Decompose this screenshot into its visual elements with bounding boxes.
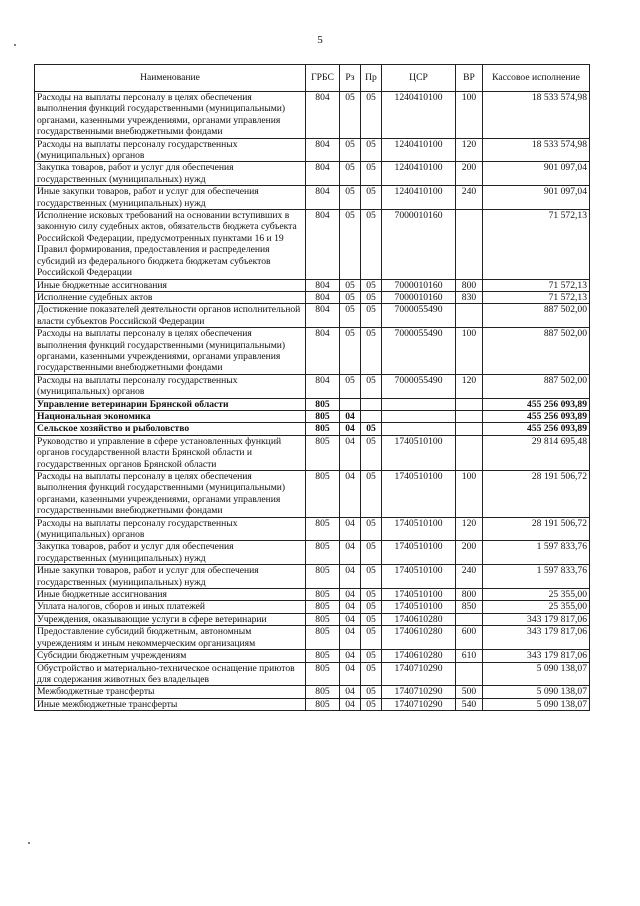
cell-vr: 540 bbox=[456, 698, 483, 710]
cell-csr: 1740710290 bbox=[382, 686, 456, 698]
cell-name: Национальная экономика bbox=[35, 410, 306, 422]
cell-vr: 240 bbox=[456, 186, 483, 210]
cell-amount: 25 355,00 bbox=[483, 601, 590, 613]
cell-name: Иные закупки товаров, работ и услуг для обеспечения государственных (муниципальных) нужд bbox=[35, 186, 306, 210]
cell-pr: 05 bbox=[361, 698, 382, 710]
table-row bbox=[35, 662, 590, 686]
cell-rz: 04 bbox=[340, 423, 361, 435]
cell-csr: 1740710290 bbox=[382, 662, 456, 686]
cell-csr: 1240410100 bbox=[382, 162, 456, 186]
cell-amount: 28 191 506,72 bbox=[483, 471, 590, 518]
cell-rz: 04 bbox=[340, 435, 361, 470]
cell-vr bbox=[456, 423, 483, 435]
scan-speck bbox=[14, 44, 16, 46]
cell-rz: 04 bbox=[340, 650, 361, 662]
cell-pr: 05 bbox=[361, 304, 382, 328]
cell-pr: 05 bbox=[361, 328, 382, 375]
table-row bbox=[35, 541, 590, 565]
table-row bbox=[35, 410, 590, 422]
cell-pr: 05 bbox=[361, 613, 382, 625]
cell-csr: 1740610280 bbox=[382, 626, 456, 650]
cell-rz: 04 bbox=[340, 589, 361, 601]
table-row bbox=[35, 626, 590, 650]
table-row bbox=[35, 613, 590, 625]
cell-amount: 18 533 574,98 bbox=[483, 92, 590, 139]
cell-amount: 887 502,00 bbox=[483, 374, 590, 398]
cell-csr: 7000055490 bbox=[382, 304, 456, 328]
cell-csr: 1240410100 bbox=[382, 92, 456, 139]
cell-csr: 1240410100 bbox=[382, 138, 456, 162]
cell-pr: 05 bbox=[361, 162, 382, 186]
cell-name: Расходы на выплаты персоналу государственных (муниципальных) органов bbox=[35, 374, 306, 398]
cell-amount: 1 597 833,76 bbox=[483, 541, 590, 565]
cell-pr: 05 bbox=[361, 423, 382, 435]
cell-pr: 05 bbox=[361, 138, 382, 162]
cell-name: Уплата налогов, сборов и иных платежей bbox=[35, 601, 306, 613]
cell-rz: 04 bbox=[340, 698, 361, 710]
cell-grbs: 805 bbox=[306, 589, 340, 601]
table-row bbox=[35, 162, 590, 186]
table-row bbox=[35, 328, 590, 375]
cell-name: Сельское хозяйство и рыболовство bbox=[35, 423, 306, 435]
cell-grbs: 805 bbox=[306, 517, 340, 541]
budget-execution-table bbox=[34, 64, 590, 711]
cell-grbs: 805 bbox=[306, 626, 340, 650]
header-amount: Кассовое исполнение bbox=[483, 65, 590, 92]
table-body bbox=[35, 92, 590, 711]
cell-vr: 100 bbox=[456, 328, 483, 375]
cell-amount: 5 090 138,07 bbox=[483, 698, 590, 710]
cell-amount: 455 256 093,89 bbox=[483, 398, 590, 410]
cell-csr bbox=[382, 398, 456, 410]
cell-name: Исполнение судебных актов bbox=[35, 291, 306, 303]
cell-rz: 04 bbox=[340, 517, 361, 541]
table-row bbox=[35, 291, 590, 303]
cell-csr: 1240410100 bbox=[382, 186, 456, 210]
cell-rz: 04 bbox=[340, 686, 361, 698]
cell-amount: 887 502,00 bbox=[483, 328, 590, 375]
cell-csr: 7000055490 bbox=[382, 328, 456, 375]
cell-rz: 04 bbox=[340, 565, 361, 589]
cell-amount: 28 191 506,72 bbox=[483, 517, 590, 541]
cell-pr: 05 bbox=[361, 565, 382, 589]
cell-pr: 05 bbox=[361, 589, 382, 601]
cell-vr: 830 bbox=[456, 291, 483, 303]
cell-csr bbox=[382, 423, 456, 435]
cell-rz: 05 bbox=[340, 304, 361, 328]
cell-pr: 05 bbox=[361, 92, 382, 139]
cell-vr bbox=[456, 410, 483, 422]
cell-rz: 04 bbox=[340, 541, 361, 565]
cell-rz bbox=[340, 398, 361, 410]
cell-amount: 343 179 817,06 bbox=[483, 650, 590, 662]
cell-grbs: 805 bbox=[306, 613, 340, 625]
cell-name: Расходы на выплаты персоналу государственных (муниципальных) органов bbox=[35, 517, 306, 541]
table-row bbox=[35, 186, 590, 210]
cell-grbs: 805 bbox=[306, 601, 340, 613]
table-row bbox=[35, 589, 590, 601]
cell-grbs: 805 bbox=[306, 686, 340, 698]
cell-vr: 200 bbox=[456, 541, 483, 565]
cell-csr: 1740510100 bbox=[382, 435, 456, 470]
cell-pr bbox=[361, 410, 382, 422]
scan-speck bbox=[28, 842, 30, 844]
cell-name: Закупка товаров, работ и услуг для обеспечения государственных (муниципальных) нужд bbox=[35, 162, 306, 186]
header-pr: Пр bbox=[361, 65, 382, 92]
cell-amount: 887 502,00 bbox=[483, 304, 590, 328]
cell-amount: 455 256 093,89 bbox=[483, 410, 590, 422]
cell-rz: 05 bbox=[340, 138, 361, 162]
cell-vr: 100 bbox=[456, 92, 483, 139]
cell-grbs: 805 bbox=[306, 698, 340, 710]
cell-grbs: 804 bbox=[306, 328, 340, 375]
cell-grbs: 805 bbox=[306, 662, 340, 686]
header-name: Наименование bbox=[35, 65, 306, 92]
cell-vr: 610 bbox=[456, 650, 483, 662]
cell-name: Иные межбюджетные трансферты bbox=[35, 698, 306, 710]
cell-name: Закупка товаров, работ и услуг для обеспечения государственных (муниципальных) нужд bbox=[35, 541, 306, 565]
cell-rz: 04 bbox=[340, 613, 361, 625]
cell-amount: 1 597 833,76 bbox=[483, 565, 590, 589]
cell-pr: 05 bbox=[361, 291, 382, 303]
table-row bbox=[35, 304, 590, 328]
cell-grbs: 804 bbox=[306, 92, 340, 139]
cell-csr: 1740510100 bbox=[382, 541, 456, 565]
cell-grbs: 805 bbox=[306, 410, 340, 422]
cell-csr bbox=[382, 410, 456, 422]
cell-rz: 05 bbox=[340, 186, 361, 210]
cell-amount: 901 097,04 bbox=[483, 186, 590, 210]
cell-pr: 05 bbox=[361, 541, 382, 565]
cell-grbs: 804 bbox=[306, 279, 340, 291]
cell-rz: 04 bbox=[340, 662, 361, 686]
cell-grbs: 804 bbox=[306, 291, 340, 303]
cell-vr: 120 bbox=[456, 517, 483, 541]
cell-amount: 343 179 817,06 bbox=[483, 626, 590, 650]
cell-name: Предоставление субсидий бюджетным, автономным учреждениям и иным некоммерческим организациям bbox=[35, 626, 306, 650]
cell-name: Иные закупки товаров, работ и услуг для обеспечения государственных (муниципальных) нужд bbox=[35, 565, 306, 589]
cell-vr bbox=[456, 435, 483, 470]
cell-pr: 05 bbox=[361, 374, 382, 398]
table-row bbox=[35, 398, 590, 410]
cell-csr: 1740510100 bbox=[382, 601, 456, 613]
cell-rz: 04 bbox=[340, 626, 361, 650]
cell-name: Учреждения, оказывающие услуги в сфере ветеринарии bbox=[35, 613, 306, 625]
cell-csr: 1740710290 bbox=[382, 698, 456, 710]
cell-rz: 05 bbox=[340, 291, 361, 303]
table-row bbox=[35, 698, 590, 710]
cell-rz: 05 bbox=[340, 92, 361, 139]
table-row bbox=[35, 210, 590, 279]
cell-csr: 1740510100 bbox=[382, 471, 456, 518]
cell-amount: 71 572,13 bbox=[483, 291, 590, 303]
cell-name: Субсидии бюджетным учреждениям bbox=[35, 650, 306, 662]
cell-pr: 05 bbox=[361, 626, 382, 650]
cell-grbs: 804 bbox=[306, 186, 340, 210]
page-number: 5 bbox=[317, 34, 323, 46]
cell-name: Иные бюджетные ассигнования bbox=[35, 279, 306, 291]
cell-pr: 05 bbox=[361, 279, 382, 291]
cell-csr: 1740510100 bbox=[382, 589, 456, 601]
cell-name: Иные бюджетные ассигнования bbox=[35, 589, 306, 601]
cell-vr: 600 bbox=[456, 626, 483, 650]
table-row bbox=[35, 423, 590, 435]
cell-vr bbox=[456, 398, 483, 410]
cell-grbs: 805 bbox=[306, 471, 340, 518]
cell-amount: 5 090 138,07 bbox=[483, 686, 590, 698]
cell-csr: 7000055490 bbox=[382, 374, 456, 398]
cell-pr: 05 bbox=[361, 471, 382, 518]
header-vr: ВР bbox=[456, 65, 483, 92]
cell-rz: 05 bbox=[340, 279, 361, 291]
cell-pr: 05 bbox=[361, 186, 382, 210]
table-row bbox=[35, 279, 590, 291]
cell-name: Руководство и управление в сфере установленных функций органов государственной власти Брянской области и государственных органов Брянской области bbox=[35, 435, 306, 470]
cell-pr: 05 bbox=[361, 517, 382, 541]
table-row bbox=[35, 435, 590, 470]
cell-csr: 1740610280 bbox=[382, 613, 456, 625]
cell-amount: 455 256 093,89 bbox=[483, 423, 590, 435]
cell-csr: 1740510100 bbox=[382, 517, 456, 541]
cell-vr: 200 bbox=[456, 162, 483, 186]
cell-vr: 120 bbox=[456, 374, 483, 398]
cell-rz: 04 bbox=[340, 601, 361, 613]
header-csr: ЦСР bbox=[382, 65, 456, 92]
cell-pr bbox=[361, 398, 382, 410]
cell-amount: 25 355,00 bbox=[483, 589, 590, 601]
cell-name: Расходы на выплаты персоналу в целях обеспечения выполнения функций государственными (муниципальными) органами, казенными учреждениями, органами управления государственными внебюджетными фондами bbox=[35, 92, 306, 139]
cell-grbs: 804 bbox=[306, 374, 340, 398]
cell-vr: 850 bbox=[456, 601, 483, 613]
cell-vr bbox=[456, 304, 483, 328]
table-row bbox=[35, 374, 590, 398]
cell-name: Межбюджетные трансферты bbox=[35, 686, 306, 698]
cell-name: Достижение показателей деятельности органов исполнительной власти субъектов Российской Федерации bbox=[35, 304, 306, 328]
cell-grbs: 805 bbox=[306, 435, 340, 470]
cell-grbs: 805 bbox=[306, 650, 340, 662]
cell-rz: 05 bbox=[340, 210, 361, 279]
cell-rz: 05 bbox=[340, 328, 361, 375]
cell-grbs: 804 bbox=[306, 138, 340, 162]
cell-name: Расходы на выплаты персоналу государственных (муниципальных) органов bbox=[35, 138, 306, 162]
cell-amount: 71 572,13 bbox=[483, 279, 590, 291]
cell-vr: 100 bbox=[456, 471, 483, 518]
table-row bbox=[35, 92, 590, 139]
cell-amount: 18 533 574,98 bbox=[483, 138, 590, 162]
cell-csr: 1740610280 bbox=[382, 650, 456, 662]
cell-vr: 120 bbox=[456, 138, 483, 162]
header-grbs: ГРБС bbox=[306, 65, 340, 92]
cell-grbs: 804 bbox=[306, 162, 340, 186]
cell-amount: 29 814 695,48 bbox=[483, 435, 590, 470]
cell-name: Расходы на выплаты персоналу в целях обеспечения выполнения функций государственными (муниципальными) органами, казенными учреждениями, органами управления государственными внебюджетными фондами bbox=[35, 328, 306, 375]
cell-name: Исполнение исковых требований на основании вступивших в законную силу судебных актов, обязательств бюджета субъекта Российской Федерации, предусмотренных пунктами 16 и 19 Правил формирования, предоставления и распределения субсидий из федерального бюджета бюджетам субъектов Российской Федерации bbox=[35, 210, 306, 279]
cell-vr: 800 bbox=[456, 279, 483, 291]
cell-pr: 05 bbox=[361, 601, 382, 613]
cell-csr: 7000010160 bbox=[382, 279, 456, 291]
table-row bbox=[35, 471, 590, 518]
cell-pr: 05 bbox=[361, 210, 382, 279]
cell-grbs: 805 bbox=[306, 565, 340, 589]
cell-amount: 5 090 138,07 bbox=[483, 662, 590, 686]
cell-name: Обустройство и материально-техническое оснащение приютов для содержания животных без владельцев bbox=[35, 662, 306, 686]
cell-amount: 343 179 817,06 bbox=[483, 613, 590, 625]
cell-csr: 1740510100 bbox=[382, 565, 456, 589]
cell-pr: 05 bbox=[361, 686, 382, 698]
cell-grbs: 805 bbox=[306, 398, 340, 410]
cell-rz: 05 bbox=[340, 374, 361, 398]
table-row bbox=[35, 138, 590, 162]
cell-name: Управление ветеринарии Брянской области bbox=[35, 398, 306, 410]
cell-rz: 05 bbox=[340, 162, 361, 186]
cell-grbs: 805 bbox=[306, 423, 340, 435]
cell-pr: 05 bbox=[361, 662, 382, 686]
header-rz: Рз bbox=[340, 65, 361, 92]
cell-grbs: 804 bbox=[306, 210, 340, 279]
table-row bbox=[35, 517, 590, 541]
cell-csr: 7000010160 bbox=[382, 291, 456, 303]
cell-vr: 240 bbox=[456, 565, 483, 589]
cell-vr bbox=[456, 662, 483, 686]
table-row bbox=[35, 650, 590, 662]
cell-pr: 05 bbox=[361, 435, 382, 470]
cell-rz: 04 bbox=[340, 471, 361, 518]
cell-grbs: 804 bbox=[306, 304, 340, 328]
table-row bbox=[35, 565, 590, 589]
cell-vr bbox=[456, 210, 483, 279]
cell-grbs: 805 bbox=[306, 541, 340, 565]
cell-vr bbox=[456, 613, 483, 625]
cell-csr: 7000010160 bbox=[382, 210, 456, 279]
cell-name: Расходы на выплаты персоналу в целях обеспечения выполнения функций государственными (муниципальными) органами, казенными учреждениями, органами управления государственными внебюджетными фондами bbox=[35, 471, 306, 518]
table-header-row bbox=[35, 65, 590, 92]
cell-rz: 04 bbox=[340, 410, 361, 422]
cell-vr: 500 bbox=[456, 686, 483, 698]
cell-vr: 800 bbox=[456, 589, 483, 601]
table-row bbox=[35, 686, 590, 698]
cell-amount: 901 097,04 bbox=[483, 162, 590, 186]
table-row bbox=[35, 601, 590, 613]
cell-amount: 71 572,13 bbox=[483, 210, 590, 279]
cell-pr: 05 bbox=[361, 650, 382, 662]
